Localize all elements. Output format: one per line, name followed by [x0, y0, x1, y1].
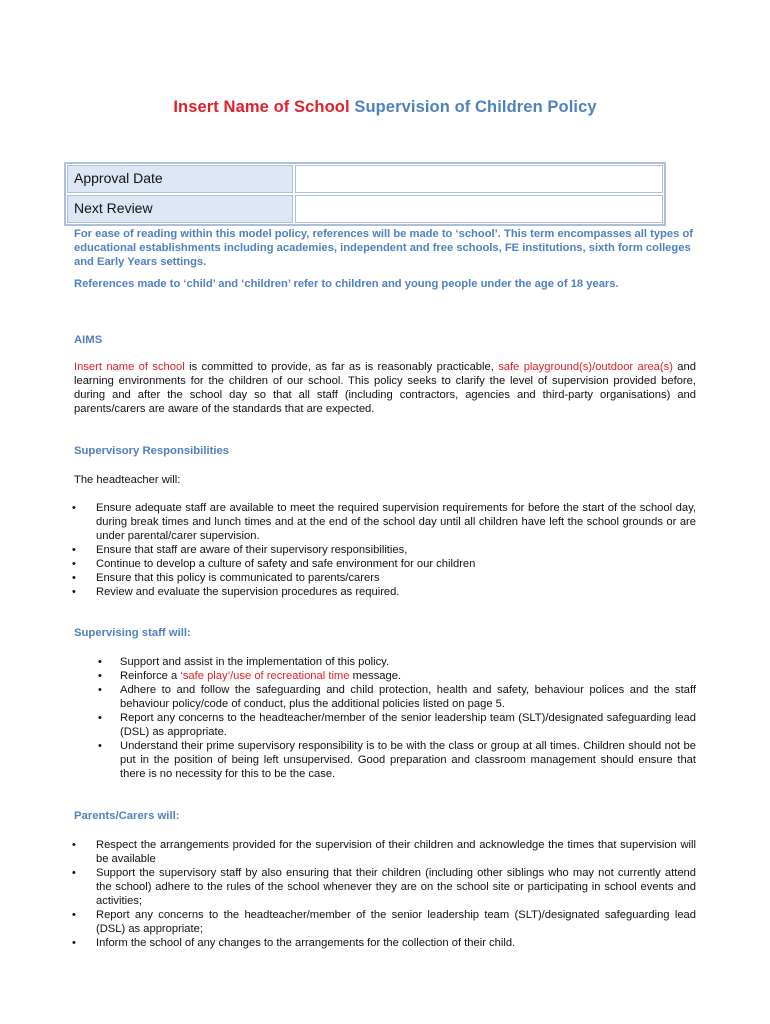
headteacher-intro: The headteacher will: — [74, 474, 181, 486]
bullet-icon: • — [72, 937, 76, 949]
list-item-text: Ensure adequate staff are available to meet the required supervision requirements for before the start of the school day, during break times and lunch times and at the end of the school day until all children have left the school grounds or are under parental/carer supervision. — [96, 502, 696, 542]
bullet-icon: • — [98, 684, 102, 696]
parents-heading: Parents/Carers will: — [74, 810, 180, 822]
approval-table — [64, 162, 666, 226]
list-item — [72, 585, 696, 599]
list-item — [72, 501, 696, 543]
list-item-text: Report any concerns to the headteacher/member of the senior leadership team (SLT)/designated safeguarding lead (DSL) as appropriate; — [96, 909, 696, 935]
table-row — [66, 194, 664, 224]
approval-date-label: Approval Date — [67, 165, 293, 193]
list-item — [72, 866, 696, 908]
list-item-text: Continue to develop a culture of safety and safe environment for our children — [96, 558, 476, 570]
list-item-text: Ensure that this policy is communicated to parents/carers — [96, 572, 380, 584]
list-item-text: Support the supervisory staff by also ensuring that their children (including other siblings who may not currently attend the school) adhere to the rules of the school whenever they are on the school site or participating in school events and activities; — [96, 867, 696, 907]
intro-paragraph-children: References made to ‘child’ and ‘children’ refer to children and young people under the age of 18 years. — [74, 278, 619, 290]
approval-date-value[interactable] — [295, 165, 663, 193]
list-item-text: Respect the arrangements provided for the supervision of their children and acknowledge the times that supervision will be available — [96, 839, 696, 865]
list-item-text: Inform the school of any changes to the arrangements for the collection of their child. — [96, 937, 516, 949]
list-item — [72, 838, 696, 866]
bullet-icon: • — [72, 544, 76, 556]
list-item — [72, 908, 696, 936]
list-item-text: Support and assist in the implementation of this policy. — [120, 656, 390, 668]
safe-play-placeholder: ‘safe play’/use of recreational time — [180, 670, 350, 682]
aims-text-2: and learning environments for the children of our school. This policy seeks to clarify the level of supervision provided before, during and after the school day so that all staff (including contractors, agencies and third-party organisations) and parents/carers are aware of the standards that are expected. — [74, 361, 696, 415]
bullet-icon: • — [72, 867, 76, 879]
list-item — [72, 557, 696, 571]
aims-text-1: is committed to provide, as far as is reasonably practicable, — [184, 361, 499, 373]
school-placeholder: Insert name of school — [74, 361, 185, 373]
list-item — [98, 669, 696, 683]
intro-paragraph-school: For ease of reading within this model policy, references will be made to ‘school’. This term encompasses all types of educational establishments including academies, independent and free schools, FE institutions, sixth form colleges and Early Years settings. — [74, 228, 693, 268]
list-item — [72, 571, 696, 585]
page-title — [0, 98, 770, 117]
headteacher-list — [72, 501, 696, 599]
parents-list — [72, 838, 696, 950]
bullet-icon: • — [98, 740, 102, 752]
list-item — [98, 739, 696, 781]
list-item — [98, 683, 696, 711]
list-item-text: Ensure that staff are aware of their supervisory responsibilities, — [96, 544, 408, 556]
bullet-icon: • — [72, 909, 76, 921]
bullet-icon: • — [72, 558, 76, 570]
list-item — [98, 711, 696, 739]
supervisory-heading: Supervisory Responsibilities — [74, 445, 230, 457]
list-item-text: Report any concerns to the headteacher/member of the senior leadership team (SLT)/designated safeguarding lead (DSL) as appropriate. — [120, 712, 696, 738]
bullet-icon: • — [98, 670, 102, 682]
list-item-text: Reinforce a — [120, 670, 181, 682]
next-review-label: Next Review — [67, 195, 293, 223]
aims-heading: AIMS — [74, 334, 103, 346]
list-item — [72, 936, 696, 950]
list-item-text: Understand their prime supervisory responsibility is to be with the class or group at all times. Children should not be put in the position of being left unsupervised. Good preparation and classroom management should ensure that there is no necessity for this to be the case. — [120, 740, 696, 780]
next-review-value[interactable] — [295, 195, 663, 223]
staff-list — [98, 655, 696, 781]
bullet-icon: • — [98, 712, 102, 724]
aims-paragraph — [74, 360, 696, 416]
bullet-icon: • — [72, 572, 76, 584]
bullet-icon: • — [72, 586, 76, 598]
bullet-icon: • — [72, 502, 76, 514]
list-item-text: Review and evaluate the supervision procedures as required. — [96, 586, 400, 598]
table-row — [66, 164, 664, 194]
school-name-placeholder: Insert Name of School — [173, 98, 350, 116]
list-item — [72, 543, 696, 557]
playground-placeholder: safe playground(s)/outdoor area(s) — [498, 361, 673, 373]
bullet-icon: • — [98, 656, 102, 668]
list-item-text: message. — [349, 670, 402, 682]
list-item-text: Adhere to and follow the safeguarding and child protection, health and safety, behaviour polices and the staff behaviour policy/code of conduct, plus the additional policies listed on page 5. — [120, 684, 696, 710]
list-item — [98, 655, 696, 669]
staff-heading: Supervising staff will: — [74, 627, 191, 639]
bullet-icon: • — [72, 839, 76, 851]
policy-name: Supervision of Children Policy — [354, 98, 597, 116]
